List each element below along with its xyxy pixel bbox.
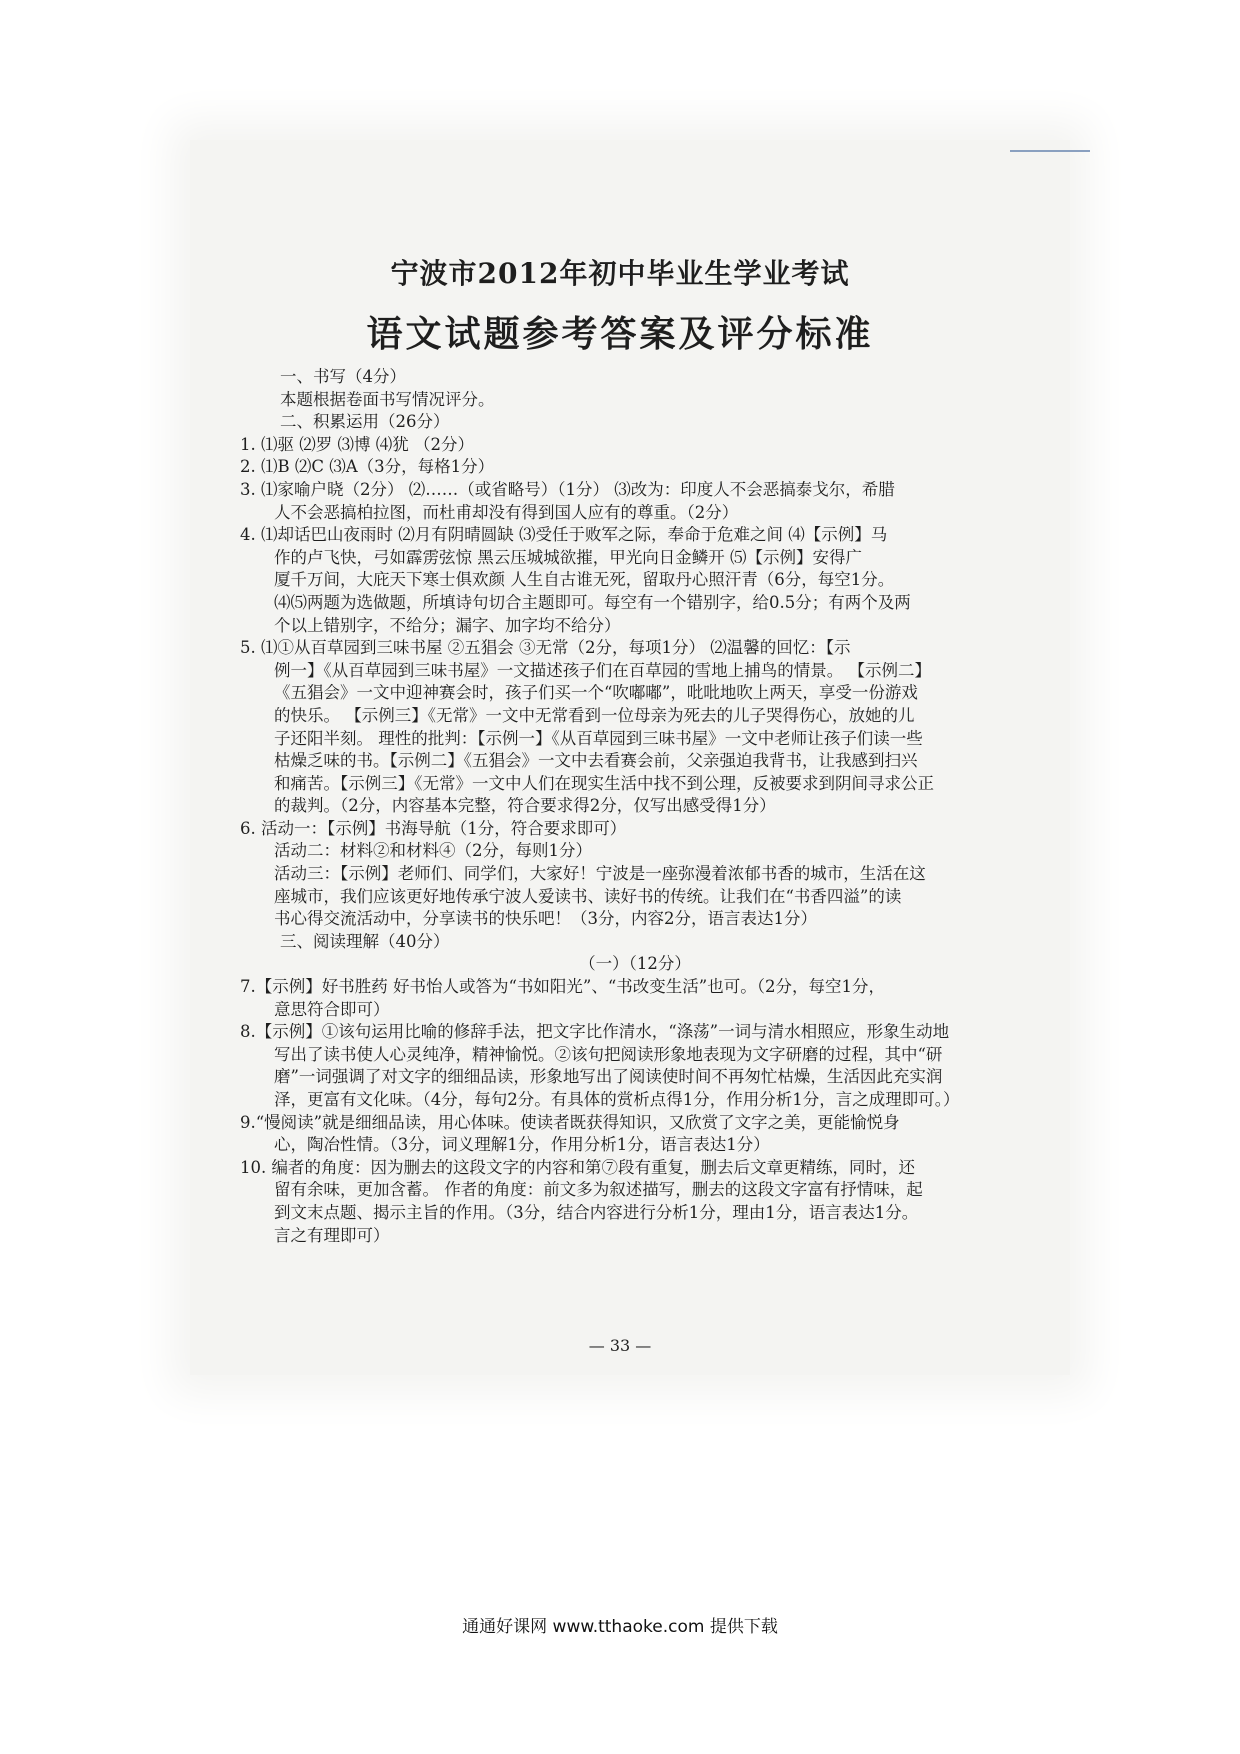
answer-line: 书心得交流活动中，分享读书的快乐吧！（3分，内容2分，语言表达1分） — [274, 909, 817, 929]
answer-line: 作的卢飞快，弓如霹雳弦惊 黑云压城城欲摧，甲光向日金鳞开 ⑸【示例】安得广 — [274, 547, 862, 567]
answer-line: 本题根据卷面书写情况评分。 — [280, 389, 495, 409]
answer-line: 2. ⑴B ⑵C ⑶A（3分，每格1分） — [240, 457, 495, 477]
page-number: — 33 — — [588, 1336, 652, 1355]
answer-line: 个以上错别字，不给分；漏字、加字均不给分） — [274, 615, 621, 635]
answer-line: 人不会恶搞柏拉图，而杜甫却没有得到国人应有的尊重。（2分） — [274, 502, 739, 522]
answer-line: 的快乐。 【示例三】《无常》一文中无常看到一位母亲为死去的儿子哭得伤心，放她的儿 — [274, 705, 915, 725]
answer-line: 活动二：材料②和材料④（2分，每则1分） — [274, 841, 592, 861]
answer-line: 5. ⑴①从百草园到三味书屋 ②五猖会 ③无常（2分，每项1分） ⑵温馨的回忆：【示 — [240, 638, 851, 658]
exam-title: 宁波市2012年初中毕业生学业考试 — [390, 257, 850, 290]
answer-line: 枯燥乏味的书。【示例二】《五猖会》一文中去看赛会前，父亲强迫我背书，让我感到扫兴 — [274, 751, 918, 771]
answer-line: 泽，更富有文化味。（4分，每句2分。有具体的赏析点得1分，作用分析1分，言之成理即可。） — [274, 1090, 960, 1109]
answer-line: 二、积累运用（26分） — [280, 412, 450, 432]
answer-line: 7.【示例】好书胜药 好书怡人或答为“书如阳光”、“书改变生活”也可。（2分，每空1分， — [240, 977, 885, 997]
answer-line: 例一】《从百草园到三味书屋》一文描述孩子们在百草园的雪地上捕鸟的情景。 【示例二】 — [274, 660, 931, 680]
answer-line: 6. 活动一：【示例】书海导航（1分，符合要求即可） — [240, 818, 627, 838]
answer-line: 厦千万间，大庇天下寒士俱欢颜 人生自古谁无死，留取丹心照汗青（6分，每空1分。 — [274, 570, 895, 590]
answer-line: 活动三：【示例】老师们、同学们，大家好！宁波是一座弥漫着浓郁书香的城市，生活在这 — [274, 864, 926, 884]
answer-body — [240, 366, 1030, 1247]
scan-edge-line — [1010, 150, 1090, 152]
answer-line: 磨”一词强调了对文字的细细品读，形象地写出了阅读使时间不再匆忙枯燥，生活因此充实润 — [274, 1067, 943, 1087]
answer-line: 言之有理即可） — [274, 1225, 390, 1245]
answer-line: 一、书写（4分） — [280, 367, 406, 386]
answer-line: 座城市，我们应该更好地传承宁波人爱读书、读好书的传统。让我们在“书香四溢”的读 — [274, 886, 902, 906]
answer-line: 3. ⑴家喻户晓（2分） ⑵……（或省略号）（1分） ⑶改为：印度人不会恶搞泰戈尔，希腊 — [240, 479, 895, 499]
answer-line: 10. 编者的角度：因为删去的这段文字的内容和第⑦段有重复，删去后文章更精练，同时，还 — [240, 1157, 915, 1177]
answer-line: 到文末点题、揭示主旨的作用。（3分，结合内容进行分析1分，理由1分，语言表达1分。 — [274, 1202, 919, 1222]
answer-line: 的裁判。（2分，内容基本完整，符合要求得2分，仅写出感受得1分） — [274, 796, 776, 816]
answer-line: 心，陶冶性情。（3分，词义理解1分，作用分析1分，语言表达1分） — [274, 1135, 770, 1155]
answer-line: 1. ⑴驱 ⑵罗 ⑶博 ⑷犹 （2分） — [240, 434, 474, 454]
answer-line: 子还阳半刻。 理性的批判：【示例一】《从百草园到三味书屋》一文中老师让孩子们读一些 — [274, 728, 923, 748]
answer-line: 8.【示例】①该句运用比喻的修辞手法，把文字比作清水，“涤荡”一词与清水相照应，形象生动地 — [240, 1022, 950, 1042]
answer-line: 留有余味，更加含蓄。 作者的角度：前文多为叙述描写，删去的这段文字富有抒情味，起 — [274, 1180, 923, 1200]
answer-line: 三、阅读理解（40分） — [280, 931, 450, 951]
answer-key-title: 语文试题参考答案及评分标准 — [366, 313, 874, 355]
answer-line: 9.“慢阅读”就是细细品读，用心体味。使读者既获得知识，又欣赏了文字之美，更能愉悦身 — [240, 1112, 900, 1132]
answer-line: 和痛苦。【示例三】《无常》一文中人们在现实生活中找不到公理，反被要求到阴间寻求公正 — [274, 773, 934, 793]
download-footer: 通通好课网 www.tthaoke.com 提供下载 — [462, 1617, 778, 1637]
answer-line: 写出了读书使人心灵纯净，精神愉悦。②该句把阅读形象地表现为文字研磨的过程，其中“研 — [274, 1044, 943, 1064]
answer-line: 4. ⑴却话巴山夜雨时 ⑵月有阴晴圆缺 ⑶受任于败军之际，奉命于危难之间 ⑷【示例】马 — [240, 525, 888, 545]
answer-line: 意思符合即可） — [274, 999, 390, 1019]
answer-line: ⑷⑸两题为选做题，所填诗句切合主题即可。每空有一个错别字，给0.5分；有两个及两 — [274, 592, 911, 612]
answer-line: （一）（12分） — [579, 954, 691, 974]
answer-line: 《五猖会》一文中迎神赛会时，孩子们买一个“吹嘟嘟”，吡吡地吹上两天，享受一份游戏 — [274, 683, 918, 703]
